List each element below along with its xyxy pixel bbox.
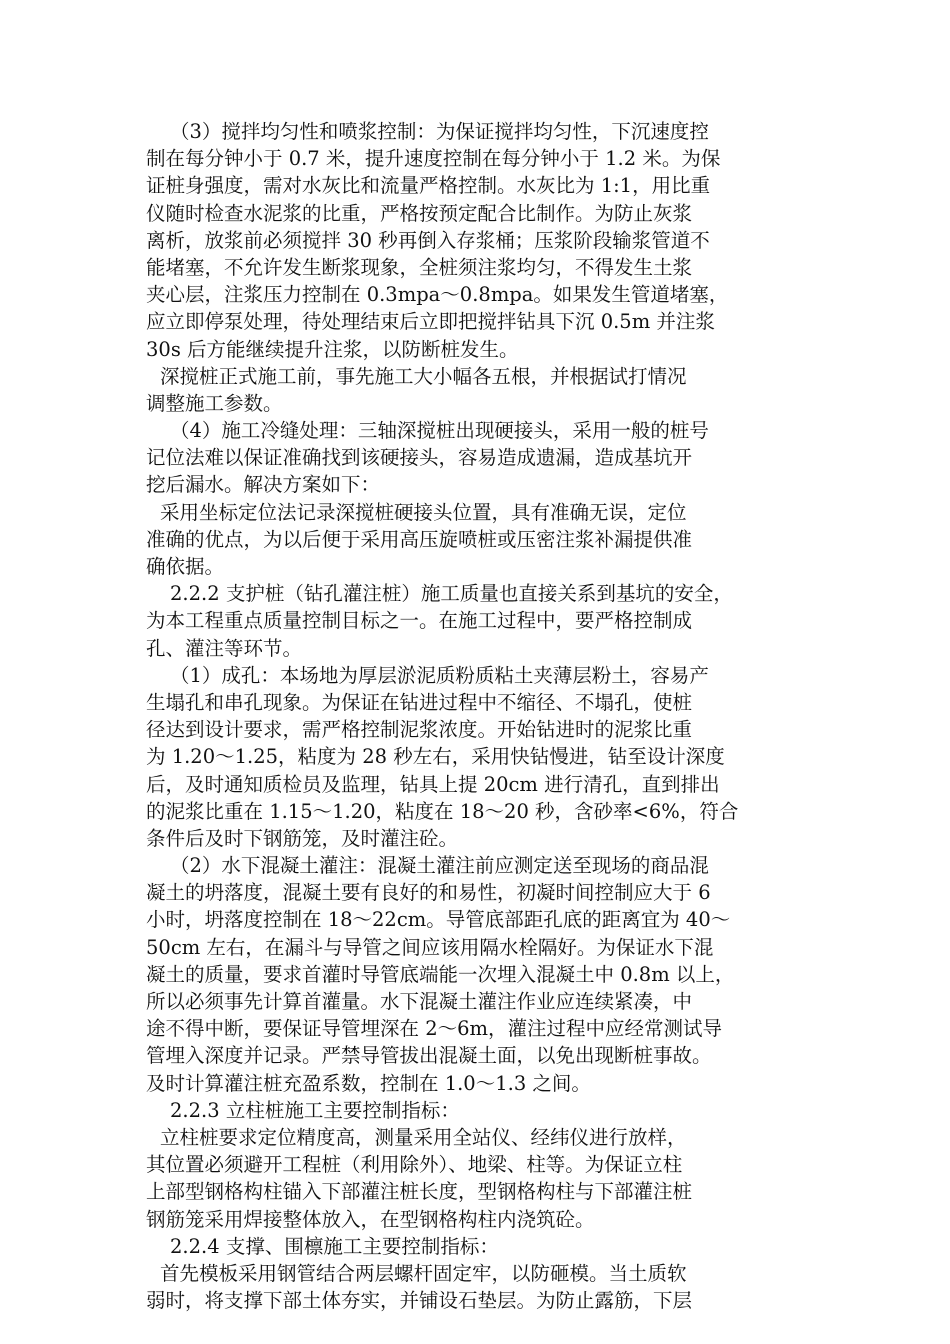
text-line: 制在每分钟小于 0.7 米，提升速度控制在每分钟小于 1.2 米。为保 (146, 147, 721, 171)
text-line: 及时计算灌注桩充盈系数，控制在 1.0～1.3 之间。 (146, 1071, 591, 1095)
text-line: 仪随时检查水泥浆的比重，严格按预定配合比制作。为防止灰浆 (146, 201, 693, 225)
text-line: 所以必须事先计算首灌量。水下混凝土灌注作业应连续紧凑，中 (146, 990, 693, 1013)
text-line: 生塌孔和串孔现象。为保证在钻进过程中不缩径、不塌孔，使桩 (146, 690, 693, 714)
text-line: 管埋入深度并记录。严禁导管拔出混凝土面，以免出现断桩事故。 (146, 1044, 712, 1068)
document-page (146, 118, 786, 1314)
text-line: 钢筋笼采用焊接整体放入，在型钢格构柱内浇筑砼。 (146, 1207, 595, 1231)
text-line: 后，及时通知质检员及监理，钻具上提 20cm 进行清孔，直到排出 (146, 772, 720, 796)
text-line: 50cm 左右，在漏斗与导管之间应该用隔水栓隔好。为保证水下混 (146, 935, 714, 959)
text-line: 立柱桩要求定位精度高，测量采用全站仪、经纬仪进行放样， (160, 1125, 687, 1149)
text-line: （3）搅拌均匀性和喷浆控制：为保证搅拌均匀性，下沉速度控 (170, 120, 709, 143)
text-line: 2.2.3 立柱桩施工主要控制指标： (170, 1098, 460, 1122)
text-line: 记位法难以保证准确找到该硬接头，容易造成遗漏，造成基坑开 (146, 446, 693, 470)
text-line: 2.2.2 支护桩（钻孔灌注桩）施工质量也直接关系到基坑的安全， (170, 582, 733, 606)
text-line: 能堵塞，不允许发生断浆现象，全桩须注浆均匀，不得发生土浆 (146, 255, 693, 279)
text-line: 2.2.4 支撑、围檩施工主要控制指标： (170, 1234, 499, 1258)
text-line: 调整施工参数。 (146, 391, 283, 415)
text-line: 首先模板采用钢管结合两层螺杆固定牢，以防砸模。当土质软 (160, 1261, 687, 1285)
text-line: 确依据。 (146, 555, 225, 578)
text-line: 深搅桩正式施工前，事先施工大小幅各五根，并根据试打情况 (160, 364, 687, 388)
text-line: （4）施工冷缝处理：三轴深搅桩出现硬接头，采用一般的桩号 (170, 419, 709, 443)
text-line: 夹心层，注浆压力控制在 0.3mpa～0.8mpa。如果发生管道堵塞， (146, 283, 729, 307)
text-line: 弱时，将支撑下部土体夯实，并铺设石垫层。为防止露筋，下层 (146, 1289, 693, 1313)
text-line: 上部型钢格构柱锚入下部灌注桩长度，型钢格构柱与下部灌注桩 (146, 1180, 693, 1204)
text-line: （2）水下混凝土灌注：混凝土灌注前应测定送至现场的商品混 (170, 854, 709, 878)
text-line: 孔、灌注等环节。 (146, 636, 303, 660)
text-line: 其位置必须避开工程桩（利用除外）、地梁、柱等。为保证立柱 (146, 1153, 683, 1177)
text-line: 证桩身强度，需对水灰比和流量严格控制。水灰比为 1:1，用比重 (146, 174, 711, 198)
text-line: 小时，坍落度控制在 18～22cm。导管底部距孔底的距离宜为 40～ (146, 908, 731, 932)
text-line: 条件后及时下钢筋笼，及时灌注砼。 (146, 826, 459, 850)
text-line: 的泥浆比重在 1.15～1.20，粘度在 18～20 秒，含砂率<6%，符合 (146, 799, 739, 823)
text-line: 凝土的坍落度，混凝土要有良好的和易性，初凝时间控制应大于 6 (146, 881, 711, 905)
text-line: 为本工程重点质量控制目标之一。在施工过程中，要严格控制成 (146, 609, 693, 633)
text-line: 30s 后方能继续提升注浆，以防断桩发生。 (146, 337, 519, 361)
text-line: 径达到设计要求，需严格控制泥浆浓度。开始钻进时的泥浆比重 (146, 718, 693, 742)
text-line: 准确的优点，为以后便于采用高压旋喷桩或压密注浆补漏提供准 (146, 527, 693, 551)
text-line: 应立即停泵处理，待处理结束后立即把搅拌钻具下沉 0.5m 并注浆 (146, 310, 715, 334)
text-line: 采用坐标定位法记录深搅桩硬接头位置，具有准确无误，定位 (160, 500, 687, 524)
text-line: 凝土的质量，要求首灌时导管底端能一次埋入混凝土中 0.8m 以上， (146, 962, 735, 986)
text-line: （1）成孔：本场地为厚层淤泥质粉质粘土夹薄层粉土，容易产 (170, 663, 709, 687)
text-line: 为 1.20～1.25，粘度为 28 秒左右，采用快钻慢进，钻至设计深度 (146, 745, 725, 769)
text-line: 途不得中断，要保证导管埋深在 2～6m，灌注过程中应经常测试导 (146, 1017, 723, 1041)
text-line: 挖后漏水。解决方案如下： (146, 473, 381, 497)
text-line: 离析，放浆前必须搅拌 30 秒再倒入存浆桶；压浆阶段输浆管道不 (146, 228, 710, 252)
